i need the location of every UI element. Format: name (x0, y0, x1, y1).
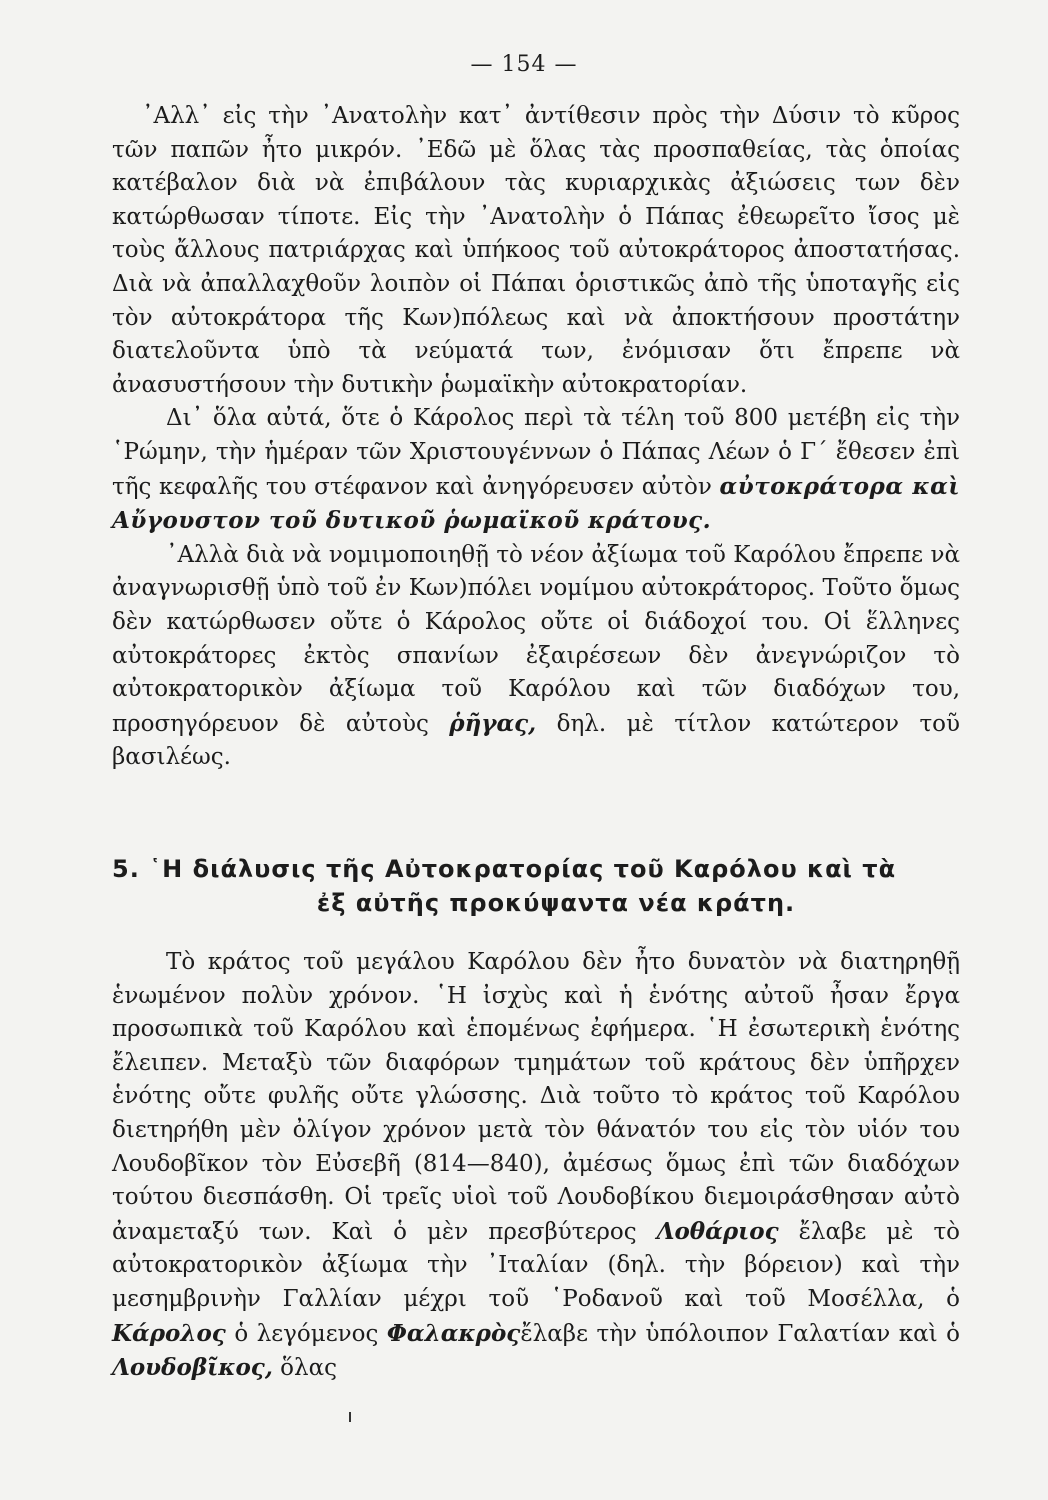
name-charles: Κάρολος (112, 1319, 226, 1347)
section-heading (112, 852, 960, 920)
paragraph-2-text: Δι᾿ ὅλα αὐτά, ὅτε ὁ Κάρολος περὶ τὰ τέλη τοῦ 800 μετέβη εἰς τὴν ῾Ρώμην, τὴν ἡμέραν τῶν Χριστουγέννων ὁ Πάπας Λέων ὁ Γ΄ ἔθεσεν ἐπὶ τῆς κεφαλῆς του στέφανον καὶ ἀνηγόρευσεν αὐτὸν (112, 405, 960, 500)
section-heading-line1: 5. ῾Η διάλυσις τῆς Αὐτοκρατορίας τοῦ Καρόλου καὶ τὰ (112, 855, 897, 883)
paragraph-3-text-b: δηλ. μὲ τίτλον κατώτερον τοῦ βασιλέως. (112, 710, 961, 771)
section-heading-line2: ἐξ αὐτῆς προκύψαντα νέα κράτη. (316, 889, 796, 917)
stray-ink-mark (349, 1412, 351, 1422)
section-text-3: ὁ λεγόμενος (234, 1320, 379, 1347)
paragraph-1: ᾿Αλλ᾿ εἰς τὴν ᾿Ανατολὴν κατ᾿ ἀντίθεσιν πρὸς τὴν Δύσιν τὸ κῦρος τῶν παπῶν ἦτο μικρόν. ᾿Εδῶ μὲ ὅλας τὰς προσπαθείας, τὰς ὁποίας κατέβαλον διὰ νὰ ἐπιβάλουν τὰς κυριαρχικὰς ἀξιώσεις των δὲν κατώρθωσαν τίποτε. Εἰς τὴν ᾿Ανατολὴν ὁ Πάπας ἐθεωρεῖτο ἴσος μὲ τοὺς ἄλλους πατριάρχας καὶ ὑπήκοος τοῦ αὐτοκράτορος ἀποστατήσας. Διὰ νὰ ἀπαλλαχθοῦν λοιπὸν οἱ Πάπαι ὁριστικῶς ἀπὸ τῆς ὑποταγῆς εἰς τὸν αὐτοκράτορα τῆς Κων)πόλεως καὶ νὰ ἀποκτήσουν προστάτην διατελοῦντα ὑπὸ τὰ νεύματά των, ἐνόμισαν ὅτι ἔπρεπε νὰ ἀνασυστήσουν τὴν δυτικὴν ῥωμαϊκὴν αὐτοκρατορίαν. (112, 103, 960, 398)
section-text-1: Τὸ κράτος τοῦ μεγάλου Καρόλου δὲν ἦτο δυνατὸν νὰ διατηρηθῇ ἑνωμένον πολὺν χρόνον. ῾Η ἰσχὺς καὶ ἡ ἑνότης αὐτοῦ ἦσαν ἔργα προσωπικὰ τοῦ Καρόλου καὶ ἑπομένως ἐφήμερα. ῾Η ἐσωτερικὴ ἑνότης ἔλειπεν. Μεταξὺ τῶν διαφόρων τμημάτων τοῦ κράτους δὲν ὑπῆρχεν ἑνότης οὔτε φυλῆς οὔτε γλώσσης. Διὰ τοῦτο τὸ κράτος τοῦ Καρόλου διετηρήθη μὲν ὀλίγον χρόνον μετὰ τὸν θάνατόν του εἰς τὸν υἱόν του Λουδοβῖκον τὸν Εὐσεβῆ (814—840), ἀμέσως ὅμως ἐπὶ τῶν διαδόχων τούτου διεσπάσθη. Οἱ τρεῖς υἱοὶ τοῦ Λουδοβίκου διεμοιράσθησαν αὐτὸ ἀναμεταξύ των. Καὶ ὁ μὲν πρεσβύτερος (112, 949, 960, 1245)
body-text-top (112, 100, 960, 775)
coronation-title: αὐτοκράτορα καὶ Αὔγουστον τοῦ δυτικοῦ ῥωμαϊκοῦ κράτους. (112, 472, 960, 535)
section-text-5: ὅλας (280, 1355, 337, 1382)
section-text-2: ἔλαβε μὲ τὸ αὐτοκρατορικὸν ἀξίωμα τὴν ᾿Ιταλίαν (δηλ. τὴν βόρειον) καὶ τὴν μεσημβρινὴν Γαλλίαν μέχρι τοῦ ῾Ροδανοῦ καὶ τοῦ Μοσέλλα, ὁ (112, 1218, 961, 1312)
paragraph-2 (112, 402, 960, 538)
paragraph-3-text-a: ᾿Αλλὰ διὰ νὰ νομιμοποιηθῇ τὸ νέον ἀξίωμα τοῦ Καρόλου ἔπρεπε νὰ ἀναγνωρισθῇ ὑπὸ τοῦ ἐν Κων)πόλει νομίμου αὐτοκράτορος. Τοῦτο ὅμως δὲν κατώρθωσεν οὔτε ὁ Κάρολος οὔτε οἱ διάδοχοί του. Οἱ ἕλληνες αὐτοκράτορες ἐκτὸς σπανίων ἐξαιρέσεων δὲν ἀνεγνώριζον τὸ αὐτοκρατορικὸν ἀξίωμα τοῦ Καρόλου καὶ τῶν διαδόχων του, προσηγόρευον δὲ αὐτοὺς (112, 541, 960, 737)
name-lothair: Λοθάριος (656, 1217, 779, 1245)
section-text-4: ἔλαβε τὴν ὑπόλοιπον Γαλατίαν καὶ ὁ (520, 1320, 960, 1347)
rhigas-term: ῥῆγας, (449, 709, 537, 737)
body-text-section (112, 946, 960, 1386)
name-bald: Φαλακρὸς (386, 1319, 521, 1347)
paragraph-3 (112, 539, 960, 775)
page-number: — 154 — (470, 52, 578, 77)
section-paragraph-1 (112, 946, 960, 1386)
name-louis: Λουδοβῖκος, (112, 1354, 273, 1382)
